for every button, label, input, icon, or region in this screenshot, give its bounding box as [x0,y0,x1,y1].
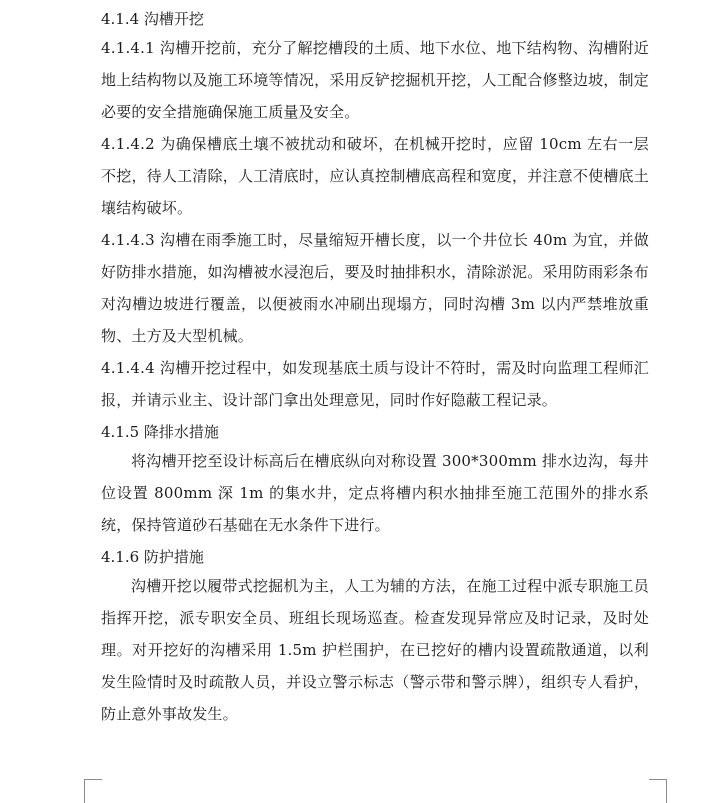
document-body [101,6,649,730]
crop-mark-left [84,779,85,803]
paragraph-4-1-4-2: 4.1.4.2 为确保槽底土壤不被扰动和破坏，在机械开挖时，应留 10cm 左右一层不挖，待人工清除，人工清底时，应认真控制槽底高程和宽度，并注意不使槽底土壤结构破坏。 [101,135,649,217]
crop-mark-left-h [84,779,102,780]
section-heading-4-1-4: 4.1.4 沟槽开挖 [101,10,204,28]
paragraph-4-1-4-1: 4.1.4.1 沟槽开挖前，充分了解挖槽段的土质、地下水位、地下结构物、沟槽附近地上结构物以及施工环境等情况，采用反铲挖掘机开挖，人工配合修整边坡，制定必要的安全措施确保施工质量及安全。 [101,39,649,121]
paragraph-drainage: 将沟槽开挖至设计标高后在槽底纵向对称设置 300*300mm 排水边沟，每井位设置 800mm 深 1m 的集水井，定点将槽内积水抽排至施工范围外的排水系统，保持管道砂石基础在无水条件下进行。 [101,452,649,534]
crop-mark-right-h [649,779,667,780]
section-heading-4-1-6: 4.1.6 防护措施 [101,548,204,566]
section-heading-4-1-5: 4.1.5 降排水措施 [101,423,219,441]
paragraph-4-1-4-3: 4.1.4.3 沟槽在雨季施工时，尽量缩短开槽长度，以一个井位长 40m 为宜，并做好防排水措施，如沟槽被水浸泡后，要及时抽排积水，清除淤泥。采用防雨彩条布对沟槽边坡进行覆盖，以便被雨水冲刷出现塌方，同时沟槽 3m 以内严禁堆放重物、土方及大型机械。 [101,231,649,345]
paragraph-protection: 沟槽开挖以履带式挖掘机为主，人工为辅的方法，在施工过程中派专职施工员指挥开挖，派专职安全员、班组长现场巡查。检查发现异常应及时记录，及时处理。对开挖好的沟槽采用 1.5m 护栏围护，在已挖好的槽内设置疏散通道，以利发生险情时及时疏散人员，并设立警示标志（警示带和警示牌），组织专人看护，防止意外事故发生。 [101,577,649,723]
paragraph-4-1-4-4: 4.1.4.4 沟槽开挖过程中，如发现基底土质与设计不符时，需及时向监理工程师汇报，并请示业主、设计部门拿出处理意见，同时作好隐蔽工程记录。 [101,359,649,409]
crop-mark-right [666,779,667,803]
